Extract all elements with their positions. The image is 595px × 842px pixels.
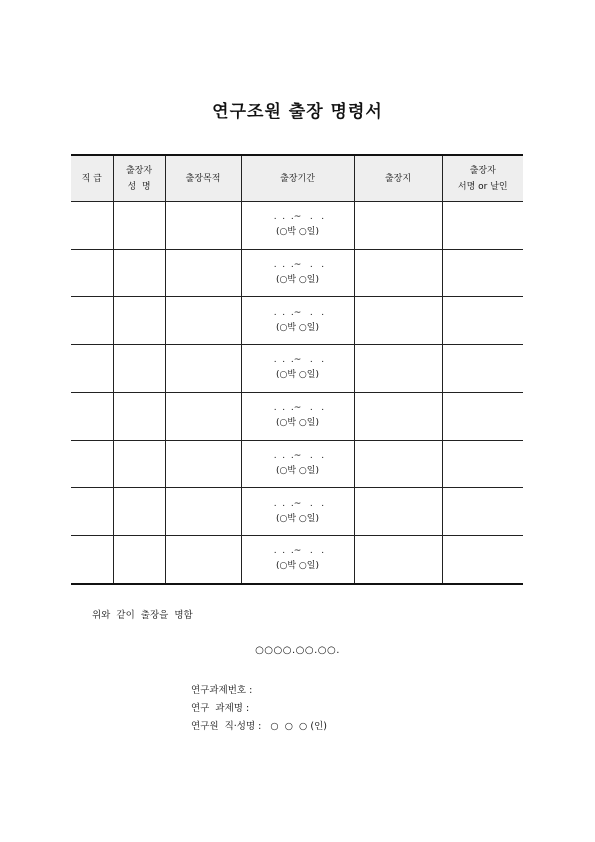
project-name-field: 연구 과제명 : [191, 703, 250, 714]
header-signature: 출장자 서명 or 날인 [442, 155, 523, 202]
cell-traveler-name[interactable] [113, 297, 165, 345]
period-range[interactable]: . . .~ . . [270, 450, 325, 461]
cell-signature[interactable] [442, 488, 523, 536]
header-row [71, 155, 523, 202]
table-row [71, 392, 523, 440]
period-range[interactable]: . . .~ . . [270, 546, 325, 557]
cell-rank[interactable] [71, 488, 113, 536]
cell-destination[interactable] [354, 297, 442, 345]
cell-signature[interactable] [442, 535, 523, 584]
cell-purpose[interactable] [165, 297, 241, 345]
cell-traveler-name[interactable] [113, 202, 165, 250]
cell-purpose[interactable] [165, 202, 241, 250]
cell-rank[interactable] [71, 297, 113, 345]
header-period: 출장기간 [241, 155, 354, 202]
cell-destination[interactable] [354, 488, 442, 536]
cell-purpose[interactable] [165, 535, 241, 584]
cell-rank[interactable] [71, 202, 113, 250]
table-row [71, 249, 523, 297]
cell-period [241, 249, 354, 297]
cell-destination[interactable] [354, 249, 442, 297]
period-range[interactable]: . . .~ . . [270, 403, 325, 414]
period-range[interactable]: . . .~ . . [270, 260, 325, 271]
cell-signature[interactable] [442, 345, 523, 393]
header-destination: 출장지 [354, 155, 442, 202]
cell-destination[interactable] [354, 202, 442, 250]
cell-traveler-name[interactable] [113, 440, 165, 488]
period-duration[interactable]: (○박 ○일) [276, 418, 319, 429]
cell-signature[interactable] [442, 202, 523, 250]
table-row [71, 297, 523, 345]
cell-period [241, 440, 354, 488]
table-row [71, 440, 523, 488]
cell-period [241, 202, 354, 250]
period-range[interactable]: . . .~ . . [270, 355, 325, 366]
cell-traveler-name[interactable] [113, 345, 165, 393]
order-statement: 위와 같이 출장을 명함 [92, 610, 193, 621]
period-duration[interactable]: (○박 ○일) [276, 227, 319, 238]
header-traveler-name: 출장자 성 명 [113, 155, 165, 202]
cell-destination[interactable] [354, 392, 442, 440]
table-row [71, 488, 523, 536]
period-duration[interactable]: (○박 ○일) [276, 513, 319, 524]
cell-rank[interactable] [71, 440, 113, 488]
cell-period [241, 488, 354, 536]
cell-rank[interactable] [71, 392, 113, 440]
table-row [71, 202, 523, 250]
cell-period [241, 392, 354, 440]
cell-period [241, 345, 354, 393]
header-rank: 직 급 [71, 155, 113, 202]
cell-rank[interactable] [71, 345, 113, 393]
cell-destination[interactable] [354, 440, 442, 488]
period-duration[interactable]: (○박 ○일) [276, 561, 319, 572]
cell-destination[interactable] [354, 535, 442, 584]
header-purpose: 출장목적 [165, 155, 241, 202]
period-range[interactable]: . . .~ . . [270, 212, 325, 223]
table-row [71, 535, 523, 584]
cell-purpose[interactable] [165, 249, 241, 297]
cell-signature[interactable] [442, 249, 523, 297]
cell-signature[interactable] [442, 392, 523, 440]
period-duration[interactable]: (○박 ○일) [276, 275, 319, 286]
cell-signature[interactable] [442, 440, 523, 488]
period-range[interactable]: . . .~ . . [270, 498, 325, 509]
cell-rank[interactable] [71, 535, 113, 584]
project-number-field: 연구과제번호 : [191, 685, 253, 696]
cell-traveler-name[interactable] [113, 488, 165, 536]
cell-traveler-name[interactable] [113, 249, 165, 297]
travel-order-table [71, 154, 523, 585]
cell-period [241, 297, 354, 345]
table-row [71, 345, 523, 393]
issue-date: ○○○○.○○.○○. [255, 645, 340, 656]
document-title: 연구조원 출장 명령서 [212, 102, 383, 122]
period-duration[interactable]: (○박 ○일) [276, 322, 319, 333]
cell-rank[interactable] [71, 249, 113, 297]
period-duration[interactable]: (○박 ○일) [276, 465, 319, 476]
period-range[interactable]: . . .~ . . [270, 307, 325, 318]
cell-purpose[interactable] [165, 488, 241, 536]
researcher-name-seal-field: 연구원 직·성명 : ○ ○ ○ (인) [191, 721, 327, 732]
cell-purpose[interactable] [165, 392, 241, 440]
cell-period [241, 535, 354, 584]
cell-signature[interactable] [442, 297, 523, 345]
cell-traveler-name[interactable] [113, 392, 165, 440]
cell-purpose[interactable] [165, 345, 241, 393]
cell-traveler-name[interactable] [113, 535, 165, 584]
cell-purpose[interactable] [165, 440, 241, 488]
period-duration[interactable]: (○박 ○일) [276, 370, 319, 381]
cell-destination[interactable] [354, 345, 442, 393]
